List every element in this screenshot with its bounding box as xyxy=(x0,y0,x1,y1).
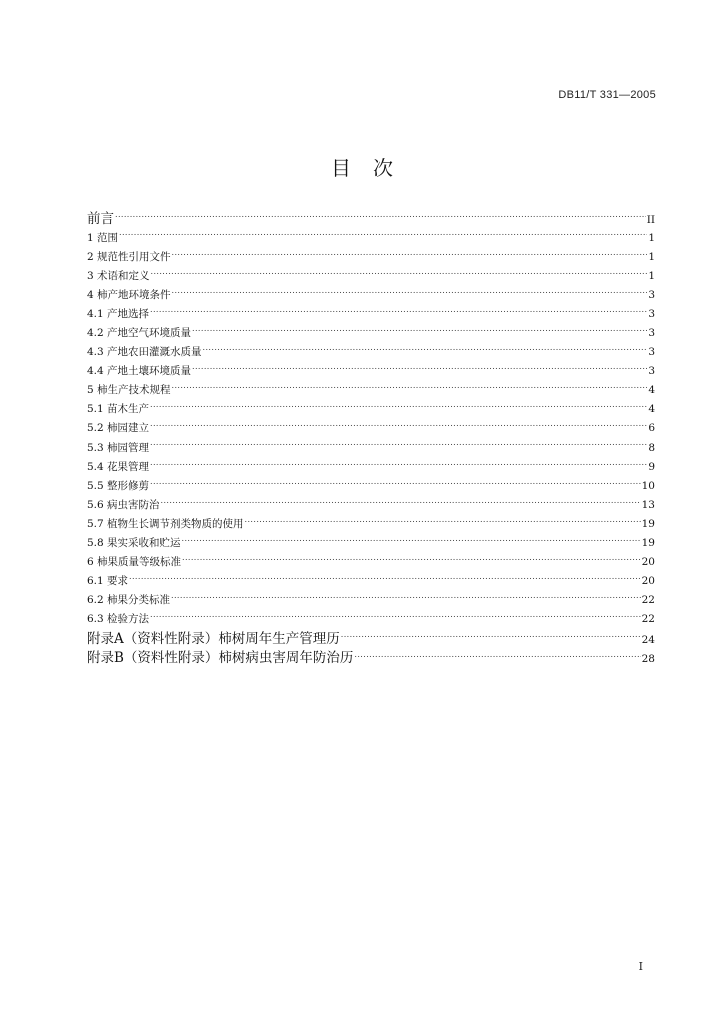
toc-entry-page: 10 xyxy=(641,479,655,492)
toc-entry-page: 4 xyxy=(648,384,655,397)
toc-leader-dots xyxy=(150,306,647,317)
toc-entry-label: 3 术语和定义 xyxy=(87,269,150,282)
toc-entry-page: 13 xyxy=(641,498,655,511)
toc-entry-page: 19 xyxy=(641,517,655,530)
toc-entry-label: 6.3 检验方法 xyxy=(87,613,150,626)
toc-entry[interactable] xyxy=(87,229,655,248)
toc-entry[interactable] xyxy=(87,381,655,400)
toc-entry[interactable] xyxy=(87,267,655,286)
toc-leader-dots xyxy=(245,516,641,527)
toc-leader-dots xyxy=(129,574,641,585)
toc-entry-label: 6.1 要求 xyxy=(87,575,129,588)
toc-entry[interactable] xyxy=(87,649,655,669)
toc-entry-page: 3 xyxy=(648,288,655,301)
toc-entry[interactable] xyxy=(87,362,655,381)
toc-leader-dots xyxy=(150,402,647,413)
toc-entry-page: 24 xyxy=(641,633,655,646)
toc-entry[interactable] xyxy=(87,496,655,515)
toc-leader-dots xyxy=(354,649,640,663)
toc-entry-label: 1 范围 xyxy=(87,231,119,244)
toc-entry-label: 6.2 柿果分类标准 xyxy=(87,594,171,607)
toc-entry-label: 2 规范性引用文件 xyxy=(87,250,171,263)
toc-entry-page: 1 xyxy=(648,250,655,263)
toc-entry[interactable] xyxy=(87,343,655,362)
toc-entry-page: 22 xyxy=(641,613,655,626)
toc-entry-label: 5.1 苗木生产 xyxy=(87,403,150,416)
toc-leader-dots xyxy=(203,345,648,356)
toc-entry-label: 4 柿产地环境条件 xyxy=(87,288,171,301)
toc-entry-page: 1 xyxy=(648,269,655,282)
toc-entry-page: 22 xyxy=(641,594,655,607)
toc-entry-page: 28 xyxy=(641,653,655,666)
toc-entry-page: 20 xyxy=(641,575,655,588)
toc-leader-dots xyxy=(172,249,648,260)
toc-entry[interactable] xyxy=(87,572,655,591)
toc-entry-label: 附录A（资料性附录）柿树周年生产管理历 xyxy=(87,630,340,647)
toc-entry-page: 6 xyxy=(648,422,655,435)
toc-entry-label: 5.6 病虫害防治 xyxy=(87,498,160,511)
toc-entry[interactable] xyxy=(87,419,655,438)
toc-leader-dots xyxy=(171,593,641,604)
toc-entry-label: 4.3 产地农田灌溉水质量 xyxy=(87,346,202,359)
toc-entry-page: 3 xyxy=(648,326,655,339)
toc-entry[interactable] xyxy=(87,477,655,496)
toc-entry[interactable] xyxy=(87,400,655,419)
table-of-contents xyxy=(87,209,655,668)
toc-entry[interactable] xyxy=(87,591,655,610)
toc-entry-label: 4.2 产地空气环境质量 xyxy=(87,326,192,339)
toc-entry-page: 3 xyxy=(648,346,655,359)
toc-leader-dots xyxy=(341,629,641,643)
toc-leader-dots xyxy=(150,421,647,432)
toc-entry[interactable] xyxy=(87,324,655,343)
toc-entry[interactable] xyxy=(87,248,655,267)
toc-leader-dots xyxy=(115,209,646,223)
toc-entry-page: 1 xyxy=(648,231,655,244)
toc-entry-page: 3 xyxy=(648,307,655,320)
toc-entry[interactable] xyxy=(87,209,655,229)
toc-entry-page: 19 xyxy=(641,537,655,549)
toc-entry[interactable] xyxy=(87,515,655,534)
toc-entry-page: 8 xyxy=(648,441,655,454)
toc-entry-page: 4 xyxy=(648,403,655,416)
toc-leader-dots xyxy=(182,555,641,566)
toc-entry-label: 6 柿果质量等级标准 xyxy=(87,556,182,569)
toc-leader-dots xyxy=(182,536,641,547)
toc-entry-page: 9 xyxy=(648,460,655,473)
toc-entry-label: 前言 xyxy=(87,210,114,227)
toc-entry-page: 3 xyxy=(648,365,655,378)
toc-entry-label: 5.4 花果管理 xyxy=(87,460,150,473)
toc-leader-dots xyxy=(161,497,641,508)
toc-entry-label: 4.1 产地选择 xyxy=(87,307,150,320)
toc-leader-dots xyxy=(172,287,648,298)
document-code: DB11/T 331—2005 xyxy=(558,89,656,101)
toc-entry[interactable] xyxy=(87,534,655,553)
toc-entry[interactable] xyxy=(87,629,655,649)
toc-entry[interactable] xyxy=(87,553,655,572)
toc-leader-dots xyxy=(151,268,648,279)
toc-entry[interactable] xyxy=(87,439,655,458)
toc-leader-dots xyxy=(150,440,647,451)
toc-entry-label: 5 柿生产技术规程 xyxy=(87,384,171,397)
page-title: 目次 xyxy=(331,156,415,180)
toc-leader-dots xyxy=(119,230,647,241)
toc-entry-label: 4.4 产地土壤环境质量 xyxy=(87,365,192,378)
toc-entry-label: 5.3 柿园管理 xyxy=(87,441,150,454)
toc-leader-dots xyxy=(150,612,641,623)
toc-leader-dots xyxy=(150,459,647,470)
toc-leader-dots xyxy=(192,364,647,375)
toc-entry-page: 20 xyxy=(641,556,655,569)
toc-entry-label: 5.5 整形修剪 xyxy=(87,479,150,492)
toc-entry[interactable] xyxy=(87,286,655,305)
toc-entry[interactable] xyxy=(87,610,655,629)
toc-leader-dots xyxy=(192,325,647,336)
toc-leader-dots xyxy=(150,478,641,489)
toc-entry[interactable] xyxy=(87,305,655,324)
toc-entry-page: II xyxy=(646,213,655,226)
toc-entry-label: 5.2 柿园建立 xyxy=(87,422,150,435)
toc-entry-label: 5.8 果实采收和贮运 xyxy=(87,537,181,549)
toc-entry-label: 附录B（资料性附录）柿树病虫害周年防治历 xyxy=(87,650,354,667)
toc-entry-label: 5.7 植物生长调节剂类物质的使用 xyxy=(87,517,244,530)
page-number: I xyxy=(638,960,643,973)
toc-entry[interactable] xyxy=(87,458,655,477)
toc-leader-dots xyxy=(172,383,648,394)
